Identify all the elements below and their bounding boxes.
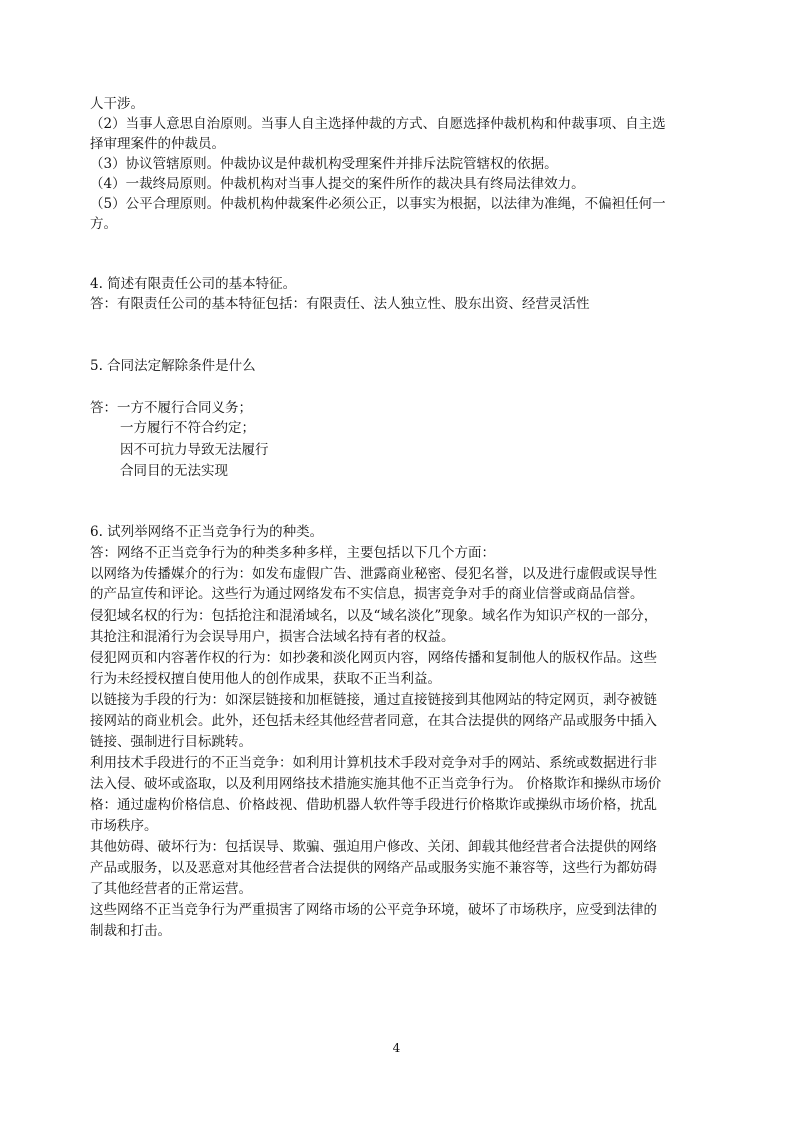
question-6-answer-line: 侵犯网页和内容著作权的行为：如抄袭和淡化网页内容，网络传播和复制他人的版权作品。这些 <box>90 650 657 666</box>
question-4-answer: 答：有限责任公司的基本特征包括：有限责任、法人独立性、股东出资、经营灵活性 <box>90 296 590 312</box>
question-6-answer-line: 法入侵、破坏或盗取，以及利用网络技术措施实施其他不正当竞争行为。 价格欺诈和操纵市场价 <box>90 776 662 792</box>
question-6-answer-line: 以链接为手段的行为：如深层链接和加框链接，通过直接链接到其他网站的特定网页，剥夺被链 <box>90 692 657 708</box>
question-6-answer-line: 侵犯域名权的行为：包括抢注和混淆域名，以及“域名淡化”现象。域名作为知识产权的一部分， <box>90 608 658 624</box>
question-5-answer-line: 答：一方不履行合同义务； <box>90 400 252 416</box>
question-5-answer-line: 合同目的无法实现 <box>120 463 228 479</box>
question-6-answer-line: 答：网络不正当竞争行为的种类多种多样，主要包括以下几个方面： <box>90 545 495 561</box>
question-6-answer-line: 制裁和打击。 <box>90 923 171 939</box>
question-6-answer-line: 接网站的商业机会。此外，还包括未经其他经营者同意，在其合法提供的网络产品或服务中插入 <box>90 713 657 729</box>
paragraph-line: （4）一裁终局原则。仲裁机构对当事人提交的案件所作的裁决具有终局法律效力。 <box>90 176 585 192</box>
question-5-answer-line: 因不可抗力导致无法履行 <box>120 442 269 458</box>
question-6-answer-line: 格：通过虚构价格信息、价格歧视、借助机器人软件等手段进行价格欺诈或操纵市场价格，扰乱 <box>90 797 657 813</box>
question-6-answer-line: 以网络为传播媒介的行为：如发布虚假广告、泄露商业秘密、侵犯名誉，以及进行虚假或误导性 <box>90 566 657 582</box>
question-4-heading: 4. 简述有限责任公司的基本特征。 <box>90 276 297 292</box>
question-5-answer-line: 一方履行不符合约定； <box>120 420 255 436</box>
page-number: 4 <box>392 1041 401 1055</box>
question-6-heading: 6. 试列举网络不正当竞争行为的种类。 <box>90 524 324 540</box>
question-5-heading: 5. 合同法定解除条件是什么 <box>90 358 256 374</box>
question-6-answer-line: 链接、强制进行目标跳转。 <box>90 734 252 750</box>
question-6-answer-line: 其抢注和混淆行为会误导用户，损害合法域名持有者的权益。 <box>90 629 455 645</box>
question-6-answer-line: 这些网络不正当竞争行为严重损害了网络市场的公平竞争环境，破坏了市场秩序，应受到法律的 <box>90 902 657 918</box>
paragraph-line: 择审理案件的仲裁员。 <box>90 136 225 152</box>
question-6-answer-line: 其他妨碍、破坏行为：包括误导、欺骗、强迫用户修改、关闭、卸载其他经营者合法提供的网络 <box>90 839 657 855</box>
paragraph-line: （2）当事人意思自治原则。当事人自主选择仲裁的方式、自愿选择仲裁机构和仲裁事项、自主选 <box>90 116 666 132</box>
paragraph-line: 方。 <box>90 216 117 232</box>
question-6-answer-line: 产品或服务，以及恶意对其他经营者合法提供的网络产品或服务实施不兼容等，这些行为都妨碍 <box>90 860 657 876</box>
question-6-answer-line: 利用技术手段进行的不正当竞争：如利用计算机技术手段对竞争对手的网站、系统或数据进行非 <box>90 755 657 771</box>
question-6-answer-line: 了其他经营者的正常运营。 <box>90 881 252 897</box>
question-6-answer-line: 行为未经授权擅自使用他人的创作成果，获取不正当利益。 <box>90 671 441 687</box>
paragraph-line: 人干涉。 <box>90 96 144 112</box>
question-6-answer-line: 的产品宣传和评论。这些行为通过网络发布不实信息，损害竞争对手的商业信誉或商品信誉。 <box>90 586 644 602</box>
paragraph-line: （3）协议管辖原则。仲裁协议是仲裁机构受理案件并排斥法院管辖权的依据。 <box>90 156 558 172</box>
question-6-answer-line: 市场秩序。 <box>90 818 158 834</box>
paragraph-line: （5）公平合理原则。仲裁机构仲裁案件必须公正，以事实为根据，以法律为准绳，不偏袒任何一 <box>90 196 666 212</box>
